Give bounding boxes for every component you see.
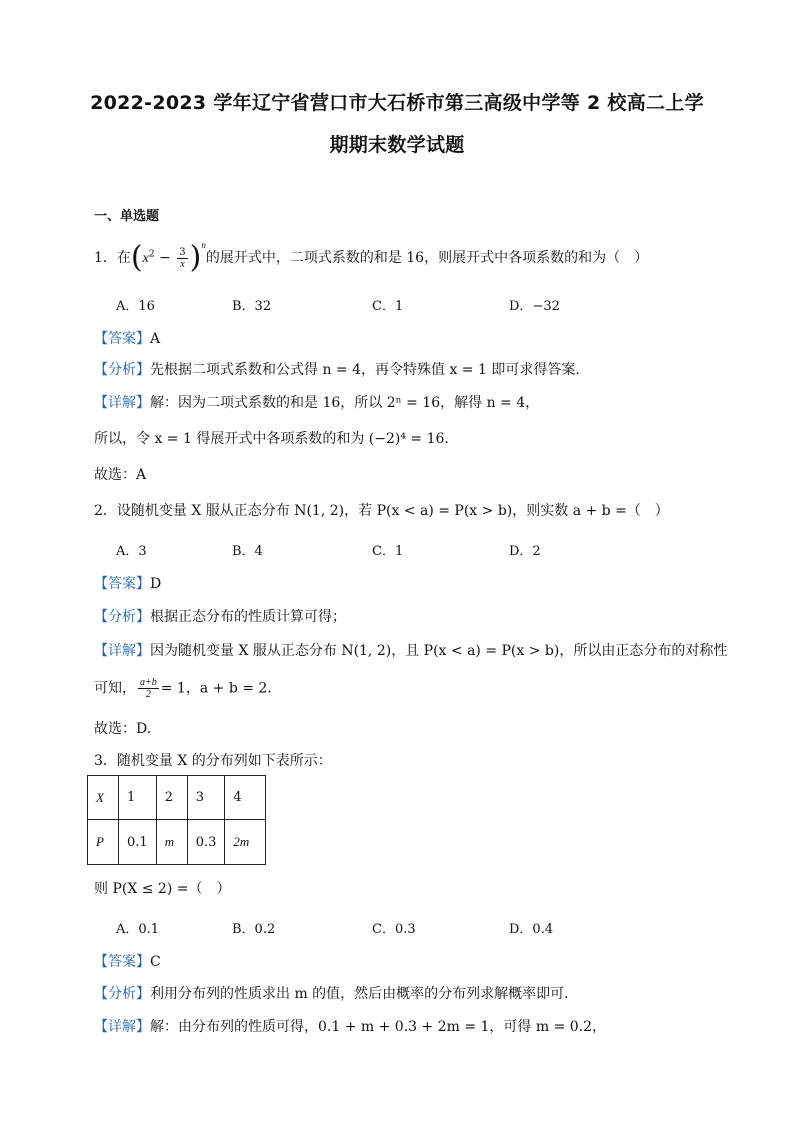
q2-answer <box>94 573 161 593</box>
table-cell: X <box>88 776 119 820</box>
table-cell: 2 <box>156 776 187 820</box>
q2-option-c: C．1 <box>372 544 404 559</box>
detail-tag: 【详解】 <box>94 395 150 411</box>
q2-detail2-pre: 可知， <box>94 680 136 697</box>
doc-title-line2: 期期末数学试题 <box>329 134 465 156</box>
detail-tag: 【详解】 <box>94 643 150 659</box>
paren-right: ) <box>189 240 202 275</box>
table-cell: 1 <box>119 776 157 820</box>
answer-tag: 【答案】 <box>94 576 150 592</box>
table-cell: 4 <box>225 776 266 820</box>
q2-fraction <box>138 677 159 700</box>
q2-analysis <box>94 606 346 626</box>
answer-tag: 【答案】 <box>94 331 150 347</box>
analysis-tag: 【分析】 <box>94 362 150 378</box>
q2-option-a: A．3 <box>116 544 147 559</box>
section-heading: 一、单选题 <box>94 209 160 224</box>
analysis-tag: 【分析】 <box>94 986 150 1002</box>
q1-analysis <box>94 359 580 379</box>
q1-text: 的展开式中，二项式系数的和是 16，则展开式中各项系数的和为（ ） <box>205 250 649 266</box>
q3-analysis-text: 利用分布列的性质求出 m 的值，然后由概率的分布列求解概率即可． <box>150 986 579 1002</box>
q3-option-b: B．0.2 <box>232 922 276 937</box>
q1-detail-text: 解：因为二项式系数的和是 16，所以 2ⁿ = 16，解得 n = 4， <box>150 395 540 411</box>
answer-tag: 【答案】 <box>94 954 150 970</box>
q2-detail-line2 <box>94 677 281 700</box>
distribution-table <box>87 775 266 865</box>
q3-option-d: D．0.4 <box>509 922 554 937</box>
q1-stem <box>94 240 648 273</box>
q2-stem: 2．设随机变量 X 服从正态分布 N(1, 2)，若 P(x < a) = P(x > b)，则实数 a + b =（ ） <box>94 503 669 519</box>
paren-left: ( <box>130 240 143 275</box>
q2-answer-value: D <box>150 576 162 592</box>
q2-frac-num: a+b <box>140 677 157 688</box>
q1-choose: 故选：A <box>94 467 147 483</box>
q1-frac-den: x <box>180 258 185 270</box>
table-cell: 0.1 <box>119 820 157 865</box>
q1-expr-square: 2 <box>148 249 155 260</box>
q3-option-a: A．0.1 <box>116 922 160 937</box>
q1-answer <box>94 328 160 348</box>
q3-detail-text: 解：由分布列的性质可得，0.1 + m + 0.3 + 2m = 1，可得 m = 0.2， <box>150 1019 607 1035</box>
q3-answer <box>94 951 161 971</box>
q1-option-a: A．16 <box>116 299 155 314</box>
q1-number: 1．在 <box>94 250 131 266</box>
q2-frac-den: 2 <box>145 689 151 700</box>
q2-detail <box>94 640 727 660</box>
table-row <box>88 820 266 865</box>
detail-tag: 【详解】 <box>94 1019 150 1035</box>
q3-detail <box>94 1016 606 1036</box>
table-cell: 3 <box>187 776 225 820</box>
q1-option-b: B．32 <box>232 299 272 314</box>
table-row <box>88 776 266 820</box>
q3-stem: 3．随机变量 X 的分布列如下表所示： <box>94 753 332 769</box>
q1-answer-value: A <box>150 331 161 347</box>
q1-option-c: C．1 <box>372 299 404 314</box>
q1-analysis-text: 先根据二项式系数和公式得 n = 4，再令特殊值 x = 1 即可求得答案. <box>150 362 580 378</box>
q2-option-b: B．4 <box>232 544 263 559</box>
q3-question: 则 P(X ≤ 2) =（ ） <box>94 881 231 897</box>
q1-detail-line2: 所以，令 x = 1 得展开式中各项系数的和为 (−2)⁴ = 16． <box>94 431 459 447</box>
q1-frac-num: 3 <box>179 246 186 258</box>
q3-analysis <box>94 983 578 1003</box>
q1-option-d: D．−32 <box>509 299 560 314</box>
q2-detail2-post: = 1，a + b = 2． <box>160 680 282 697</box>
table-cell: 2m <box>225 820 266 865</box>
q1-expr-minus: − <box>154 250 176 266</box>
q3-option-c: C．0.3 <box>372 922 416 937</box>
q2-choose: 故选：D. <box>94 721 152 737</box>
doc-title-line1: 2022-2023 学年辽宁省营口市大石桥市第三高级中学等 2 校高二上学 <box>90 92 704 114</box>
analysis-tag: 【分析】 <box>94 609 150 625</box>
q1-expr-x: x <box>142 251 149 266</box>
q2-option-d: D．2 <box>509 544 541 559</box>
q1-detail <box>94 392 539 412</box>
q2-detail-text: 因为随机变量 X 服从正态分布 N(1, 2)，且 P(x < a) = P(x > b)，所以由正态分布的对称性 <box>150 643 728 659</box>
table-cell: m <box>156 820 187 865</box>
table-cell: 0.3 <box>187 820 225 865</box>
table-cell: P <box>88 820 119 865</box>
q3-answer-value: C <box>150 954 161 970</box>
q1-fraction <box>177 247 187 270</box>
q1-expr-n: n <box>201 240 206 250</box>
q2-analysis-text: 根据正态分布的性质计算可得； <box>150 609 346 625</box>
